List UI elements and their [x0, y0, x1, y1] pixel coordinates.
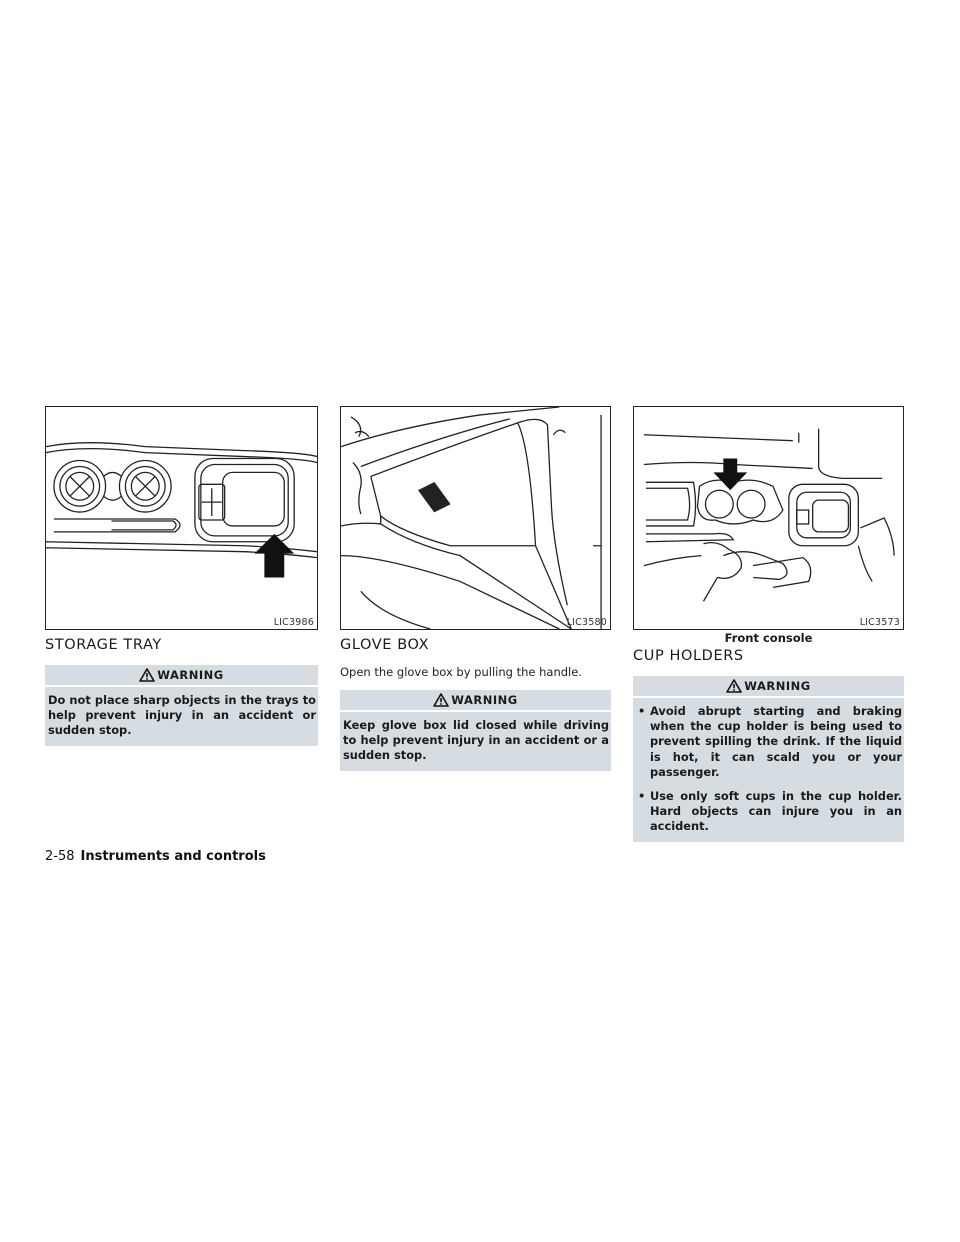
storage-tray-illustration [45, 406, 318, 630]
warning-label: WARNING [451, 693, 518, 707]
figure-code: LIC3573 [859, 617, 900, 628]
warning-item: • Use only soft cups in the cup holder. Hard objects can injure you in an accident. [636, 789, 902, 835]
page-footer [45, 849, 266, 864]
section-title: STORAGE TRAY [45, 637, 162, 653]
warning-item: • Avoid abrupt starting and braking when the cup holder is being used to prevent spilling the drink. If the liquid is hot, it can scald you or your passenger. [636, 704, 902, 780]
warning-header [45, 665, 318, 685]
warning-triangle-icon [726, 679, 742, 693]
figure-caption: Front console [724, 631, 813, 645]
warning-text: Keep glove box lid closed while driving to help prevent injury in an accident or a sudden stop. [343, 718, 609, 763]
warning-body [340, 712, 611, 771]
storage-tray-drawing [46, 407, 317, 629]
warning-label: WARNING [157, 668, 224, 682]
figure-code: LIC3580 [566, 617, 607, 628]
warning-triangle-icon [139, 668, 155, 682]
cup-holders-section [633, 406, 904, 842]
warning-body [45, 687, 318, 746]
warning-body [633, 698, 904, 842]
instruction-text: Open the glove box by pulling the handle. [340, 665, 582, 679]
glove-box-drawing [341, 407, 610, 629]
arrow-icon [254, 534, 294, 578]
section-title: GLOVE BOX [340, 637, 430, 653]
warning-list [636, 704, 902, 835]
warning-header [340, 690, 611, 710]
cup-holders-drawing [634, 407, 903, 629]
cup-holders-illustration [633, 406, 904, 630]
warning-label: WARNING [744, 679, 811, 693]
warning-text: Do not place sharp objects in the trays to help prevent injury in an accident or sudden stop. [48, 693, 316, 738]
storage-tray-section [45, 406, 318, 746]
page-number: 2-58 [45, 849, 75, 864]
chapter-title: Instruments and controls [80, 849, 266, 864]
warning-header [633, 676, 904, 696]
figure-code: LIC3986 [273, 617, 314, 628]
warning-triangle-icon [433, 693, 449, 707]
glove-box-illustration [340, 406, 611, 630]
glove-box-section [340, 406, 611, 771]
section-title: CUP HOLDERS [633, 648, 744, 664]
